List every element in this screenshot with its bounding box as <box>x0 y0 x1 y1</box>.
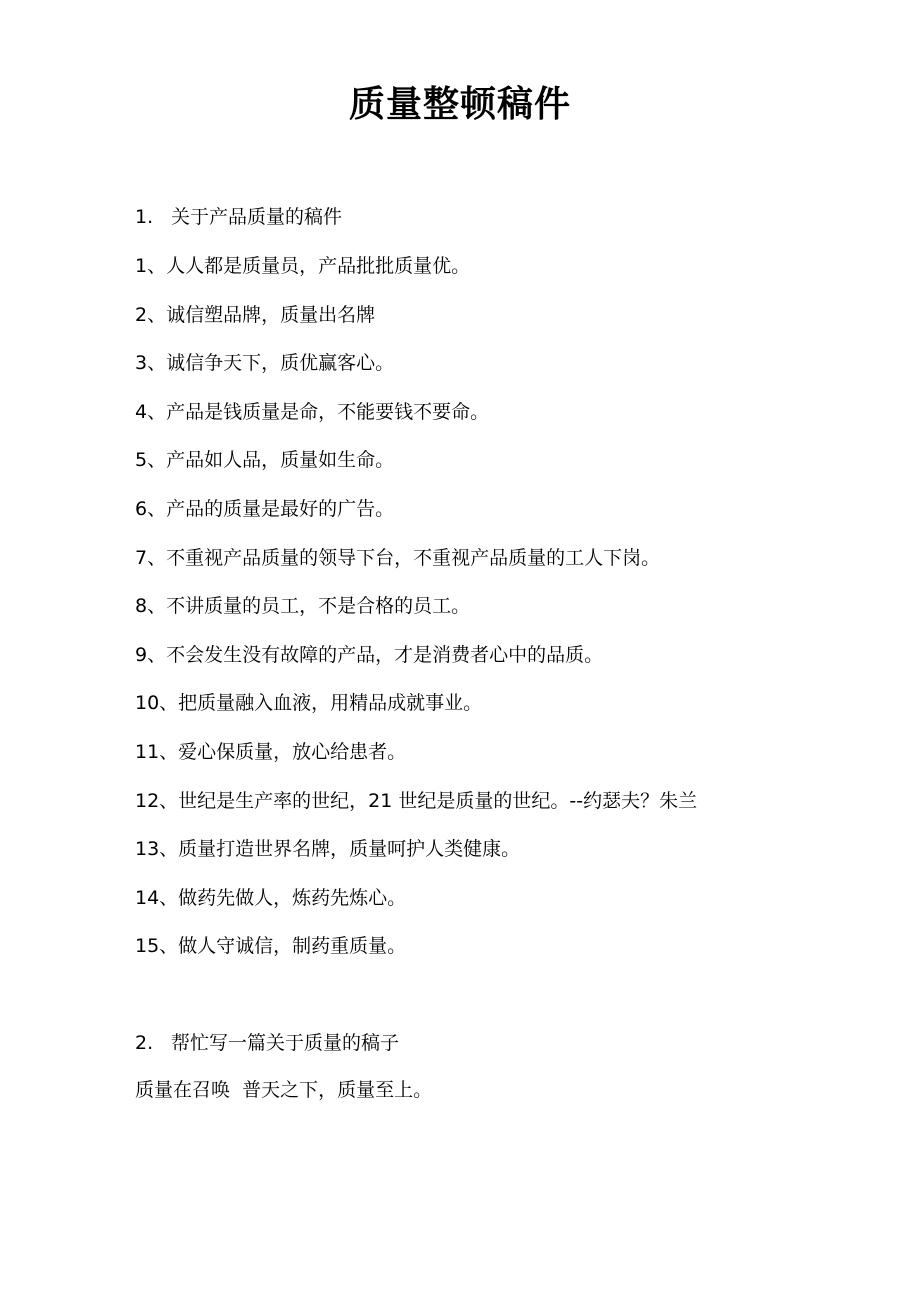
document-title: 质量整顿稿件 <box>348 84 571 125</box>
section-2-heading <box>135 1029 399 1057</box>
list-item: 5、产品如人品，质量如生命。 <box>135 449 395 472</box>
section-1-heading <box>135 203 342 231</box>
section-2-number: 2. <box>135 1032 154 1054</box>
list-item: 9、不会发生没有故障的产品，才是消费者心中的品质。 <box>135 643 604 666</box>
list-item: 8、不讲质量的员工，不是合格的员工。 <box>135 595 471 618</box>
list-item: 6、产品的质量是最好的广告。 <box>135 497 395 520</box>
section-1-number: 1. <box>135 206 154 228</box>
list-item: 11、爱心保质量，放心给患者。 <box>135 740 407 763</box>
list-item: 15、做人守诚信，制药重质量。 <box>135 935 407 958</box>
section-2-paragraph: 质量在召唤 普天之下，质量至上。 <box>135 1079 433 1101</box>
list-item: 4、产品是钱质量是命，不能要钱不要命。 <box>135 400 490 423</box>
list-item: 14、做药先做人，炼药先炼心。 <box>135 886 407 909</box>
list-item: 10、把质量融入血液，用精品成就事业。 <box>135 692 483 715</box>
list-item: 13、质量打造世界名牌，质量呵护人类健康。 <box>135 838 521 861</box>
section-2-heading-text: 帮忙写一篇关于质量的稿子 <box>171 1032 400 1054</box>
slogan-list <box>135 252 697 981</box>
section-1-heading-text: 关于产品质量的稿件 <box>171 206 343 228</box>
list-item: 12、世纪是生产率的世纪，21 世纪是质量的世纪。--约瑟夫？朱兰 <box>135 789 698 812</box>
list-item: 1、人人都是质量员，产品批批质量优。 <box>135 255 471 277</box>
list-item: 2、诚信塑品牌，质量出名牌 <box>135 303 376 326</box>
list-item: 7、不重视产品质量的领导下台，不重视产品质量的工人下岗。 <box>135 546 661 569</box>
list-item: 3、诚信争天下，质优赢客心。 <box>135 352 395 375</box>
